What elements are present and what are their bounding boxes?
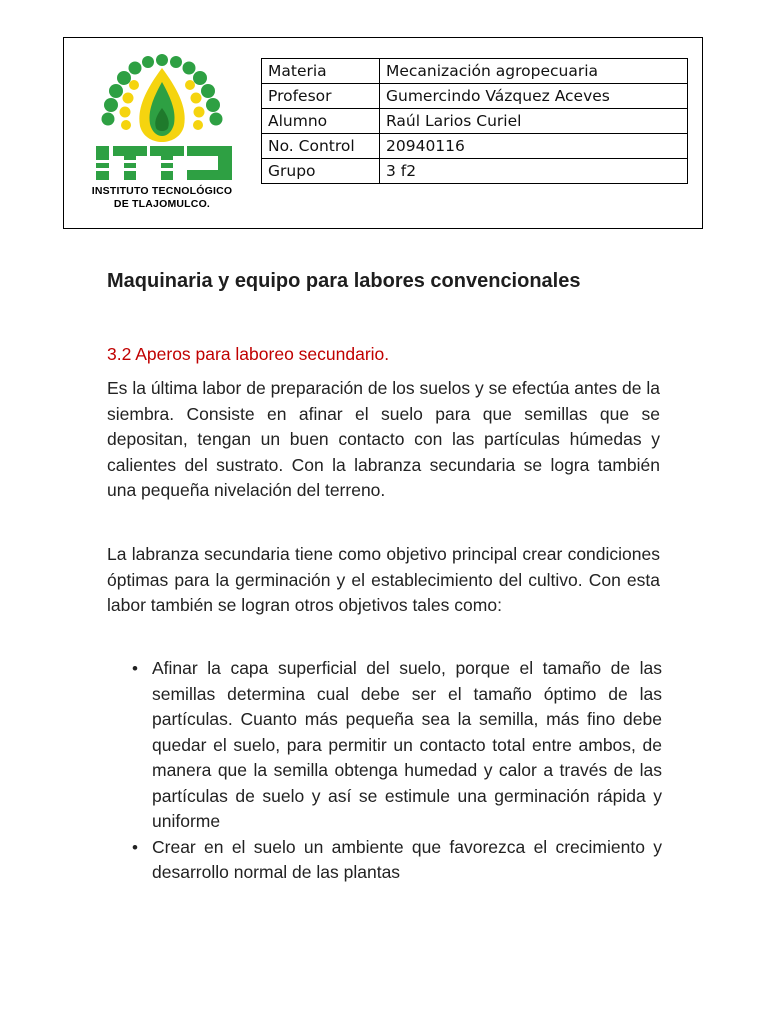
list-item-text: Crear en el suelo un ambiente que favorezca el crecimiento y desarrollo normal de las plantas bbox=[152, 836, 662, 882]
list-item bbox=[107, 835, 662, 886]
info-label: No. Control bbox=[262, 134, 380, 159]
table-row bbox=[262, 134, 688, 159]
institute-logo bbox=[82, 52, 242, 217]
logo-emblem-icon bbox=[82, 52, 242, 184]
table-row bbox=[262, 159, 688, 184]
info-label: Materia bbox=[262, 59, 380, 84]
info-value: Mecanización agropecuaria bbox=[380, 59, 688, 84]
info-value: 20940116 bbox=[380, 134, 688, 159]
table-row bbox=[262, 59, 688, 84]
table-row bbox=[262, 84, 688, 109]
objectives-list bbox=[107, 656, 662, 886]
info-label: Profesor bbox=[262, 84, 380, 109]
info-value: Raúl Larios Curiel bbox=[380, 109, 688, 134]
table-row bbox=[262, 109, 688, 134]
document-title: Maquinaria y equipo para labores convencionales bbox=[107, 270, 581, 292]
info-value: 3 f2 bbox=[380, 159, 688, 184]
paragraph: La labranza secundaria tiene como objetivo principal crear condiciones óptimas para la germinación y el establecimiento del cultivo. Con esta labor también se logran otros objetivos tales como: bbox=[107, 544, 660, 615]
logo-line-1: INSTITUTO TECNOLÓGICO bbox=[91, 185, 233, 197]
student-info-table bbox=[261, 58, 688, 184]
info-label: Grupo bbox=[262, 159, 380, 184]
info-label: Alumno bbox=[262, 109, 380, 134]
info-value: Gumercindo Vázquez Aceves bbox=[380, 84, 688, 109]
list-item-text: Afinar la capa superficial del suelo, porque el tamaño de las semillas determina cual debe ser el tamaño óptimo de las partículas. Cuanto más pequeña sea la semilla, más fino debe quedar el suelo, para permitir un contacto total entre ambos, de manera que la semilla obtenga humedad y calor a través de las partículas de suelo y así se estimule una germinación rápida y uniforme bbox=[152, 658, 662, 831]
logo-line-2: DE TLAJOMULCO. bbox=[113, 198, 211, 210]
paragraph: Es la última labor de preparación de los suelos y se efectúa antes de la siembra. Consiste en afinar el suelo para que semillas que se depositan, tengan un buen contacto con las partículas húmedas y calientes del sustrato. Con la labranza secundaria se logra también una pequeña nivelación del terreno. bbox=[107, 378, 660, 500]
section-heading: 3.2 Aperos para laboreo secundario. bbox=[107, 344, 390, 364]
document-header bbox=[63, 37, 703, 229]
list-item bbox=[107, 656, 662, 835]
bullet-icon: • bbox=[132, 837, 138, 857]
bullet-icon: • bbox=[132, 659, 138, 678]
